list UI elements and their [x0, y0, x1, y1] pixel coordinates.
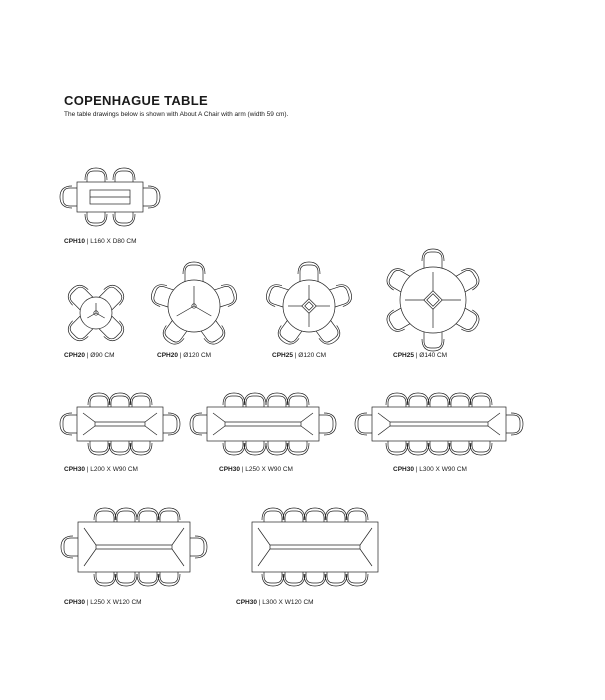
- table-model: CPH30: [64, 466, 85, 473]
- table-model: CPH20: [157, 352, 178, 359]
- plan-group: [264, 262, 354, 348]
- table-top: [78, 522, 190, 572]
- table-size: Ø120 CM: [298, 352, 327, 359]
- table-size: L250 X W120 CM: [90, 599, 142, 606]
- plan-group: [64, 281, 128, 345]
- page-subtitle: The table drawings below is shown with About A Chair with arm (width 59 cm).: [64, 111, 289, 118]
- table-top: [252, 522, 378, 572]
- table-size: Ø90 CM: [90, 352, 115, 359]
- table-model: CPH30: [219, 466, 240, 473]
- table-label: CPH20 | Ø90 CM: [64, 352, 115, 359]
- table-label: CPH30 | L300 X W90 CM: [393, 466, 467, 473]
- table-plan-cph30-l250-w90: [195, 385, 335, 460]
- table-plan-cph25-d120: [265, 262, 355, 344]
- table-plan-cph30-l300-w90: [360, 385, 520, 460]
- table-size: L250 X W90 CM: [245, 466, 293, 473]
- table-plan-cph20-d120: [150, 262, 240, 344]
- plan-group: [383, 249, 482, 351]
- table-model: CPH25: [393, 352, 414, 359]
- plan-group: [61, 508, 207, 586]
- table-size: L200 X W90 CM: [90, 466, 138, 473]
- table-label: CPH25 | Ø120 CM: [272, 352, 327, 359]
- plan-group: [190, 393, 336, 455]
- plan-group: [60, 393, 180, 455]
- table-size: L300 X W120 CM: [262, 599, 314, 606]
- table-plan-cph10-l160: [55, 160, 165, 230]
- table-label: CPH25 | Ø140 CM: [393, 352, 448, 359]
- table-model: CPH25: [272, 352, 293, 359]
- table-label: CPH30 | L200 X W90 CM: [64, 466, 138, 473]
- table-model: CPH30: [393, 466, 414, 473]
- plan-group: [252, 508, 378, 586]
- table-model: CPH10: [64, 238, 85, 245]
- table-size: L300 X W90 CM: [419, 466, 467, 473]
- table-size: Ø120 CM: [183, 352, 212, 359]
- table-label: CPH30 | L250 X W120 CM: [64, 599, 142, 606]
- table-top: [77, 407, 163, 441]
- table-plan-cph30-l250-w120: [60, 500, 205, 592]
- table-label: CPH10 | L160 X D80 CM: [64, 238, 137, 245]
- table-label: CPH20 | Ø120 CM: [157, 352, 212, 359]
- table-label: CPH30 | L250 X W90 CM: [219, 466, 293, 473]
- table-size: L160 X D80 CM: [90, 238, 137, 245]
- table-model: CPH20: [64, 352, 85, 359]
- table-plan-cph30-l300-w120: [240, 500, 390, 592]
- page-title: COPENHAGUE TABLE: [64, 93, 208, 108]
- table-model: CPH30: [236, 599, 257, 606]
- table-top: [207, 407, 319, 441]
- table-top: [372, 407, 506, 441]
- table-label: CPH30 | L300 X W120 CM: [236, 599, 314, 606]
- table-plan-cph30-l200: [55, 385, 185, 460]
- plan-group: [355, 393, 523, 455]
- table-plan-cph20-d90: [55, 280, 145, 345]
- table-plan-cph25-d140: [385, 252, 485, 344]
- table-model: CPH30: [64, 599, 85, 606]
- plan-group: [60, 168, 160, 226]
- table-size: Ø140 CM: [419, 352, 448, 359]
- plan-group: [149, 262, 239, 348]
